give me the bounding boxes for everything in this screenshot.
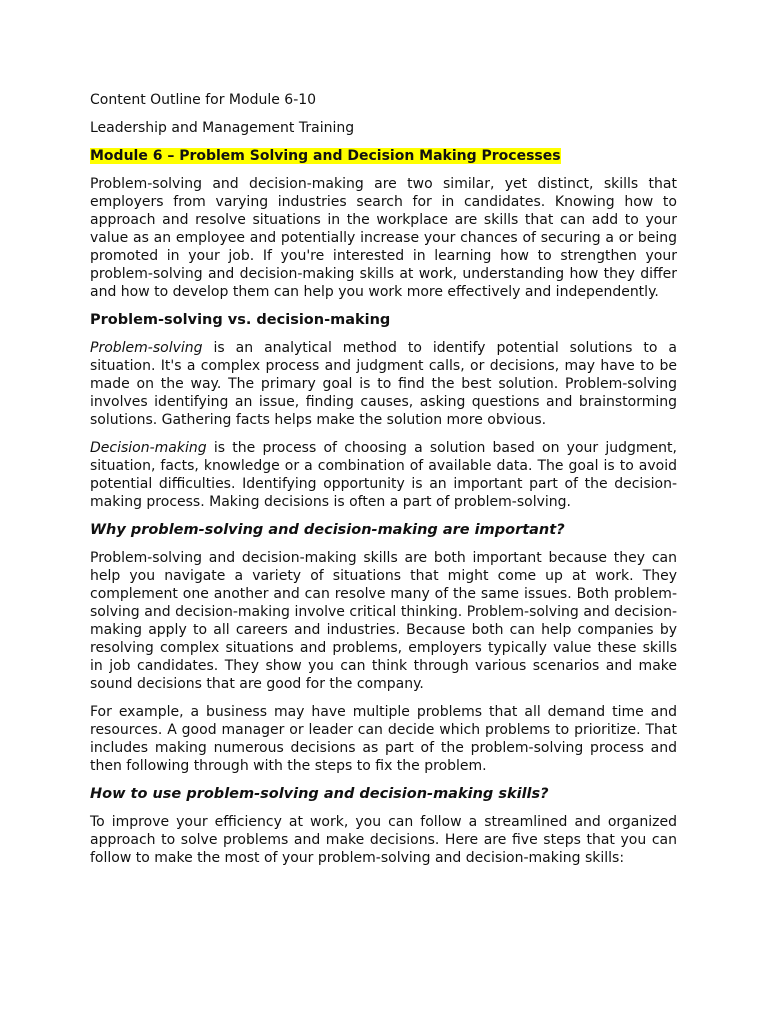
problem-solving-definition — [90, 339, 677, 429]
section-heading-how: How to use problem-solving and decision-making skills? — [90, 786, 549, 802]
outline-title: Content Outline for Module 6-10 — [90, 92, 317, 108]
section-heading-why: Why problem-solving and decision-making are important? — [90, 522, 565, 538]
module-heading-text: Module 6 – Problem Solving and Decision Making Processes — [90, 148, 561, 164]
module-heading — [90, 147, 677, 165]
decision-making-term: Decision-making — [90, 440, 207, 456]
section-heading-vs: Problem-solving vs. decision-making — [90, 312, 391, 328]
problem-solving-term: Problem-solving — [90, 340, 203, 356]
why-paragraph-2: For example, a business may have multiple problems that all demand time and resources. A good manager or leader can decide which problems to prioritize. That includes making numerous decisions as part of the problem-solving process and then following through with the steps to fix the problem. — [90, 704, 677, 774]
how-paragraph-1: To improve your efficiency at work, you can follow a streamlined and organized approach to solve problems and make decisions. Here are five steps that you can follow to make the most of your problem-solving and decision-making skills: — [90, 814, 677, 866]
training-subtitle: Leadership and Management Training — [90, 120, 355, 136]
problem-solving-text: is an analytical method to identify potential solutions to a situation. It's a complex process and judgment calls, or decisions, may have to be made on the way. The primary goal is to find the best solution. Problem-solving involves identifying an issue, finding causes, asking questions and brainstorming solutions. Gathering facts helps make the solution more obvious. — [90, 340, 677, 428]
document-body — [90, 91, 677, 877]
decision-making-definition — [90, 439, 677, 511]
why-paragraph-1: Problem-solving and decision-making skills are both important because they can help you navigate a variety of situations that might come up at work. They complement one another and can resolve many of the same issues. Both problem-solving and decision-making involve critical thinking. Problem-solving and decision-making apply to all careers and industries. Because both can help companies by resolving complex situations and problems, employers typically value these skills in job candidates. They show you can think through various scenarios and make sound decisions that are good for the company. — [90, 550, 677, 692]
intro-paragraph: Problem-solving and decision-making are two similar, yet distinct, skills that employers from varying industries search for in candidates. Knowing how to approach and resolve situations in the workplace are skills that can add to your value as an employee and potentially increase your chances of securing a or being promoted in your job. If you're interested in learning how to strengthen your problem-solving and decision-making skills at work, understanding how they differ and how to develop them can help you work more effectively and independently. — [90, 176, 677, 300]
decision-making-text: is the process of choosing a solution based on your judgment, situation, facts, knowledge or a combination of available data. The goal is to avoid potential difficulties. Identifying opportunity is an important part of the decision-making process. Making decisions is often a part of problem-solving. — [90, 440, 677, 510]
